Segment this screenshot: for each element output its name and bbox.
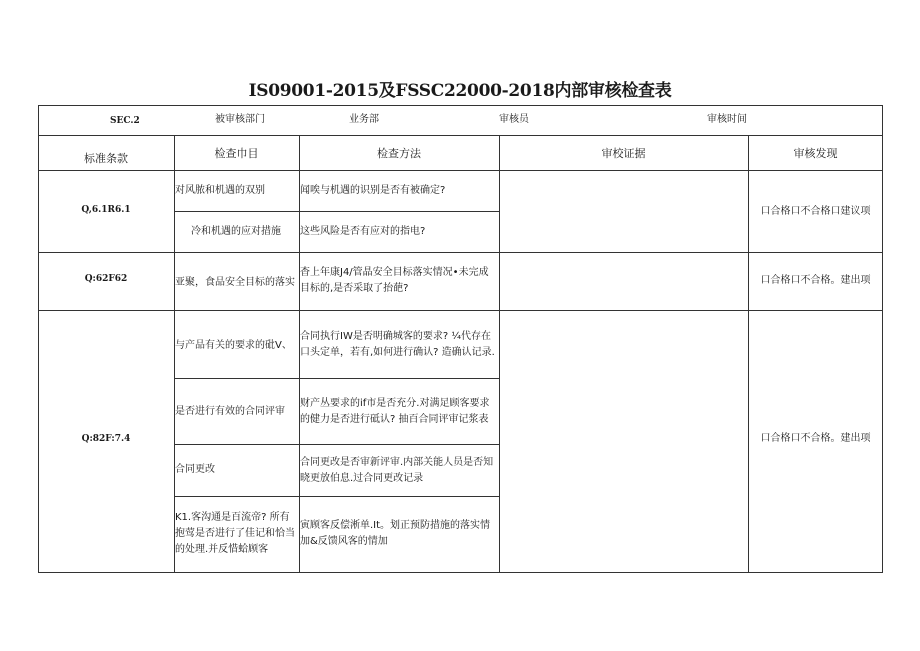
check-method-cell: 寅顾客反偿淅单.It。划正预防措施的落实情加&反馈风客的情加 xyxy=(300,520,491,547)
check-item-cell: 冷和机遇的应对措施 xyxy=(191,226,281,237)
finding-checkbox-options: 口合格口不合格。建出项 xyxy=(760,433,871,444)
check-item-cell: 合同更改 xyxy=(175,464,215,475)
audit-checklist-table xyxy=(38,105,883,572)
audited-dept-label: 被审核部门 xyxy=(215,114,265,125)
finding-checkbox-options: 口合格口不合格。建出项 xyxy=(760,275,871,286)
header-finding: 审核发现 xyxy=(793,147,838,160)
section-code: SEC.2 xyxy=(110,116,140,126)
page-title: IS09001-2015及FSSC22000-2018内部审核检查表 xyxy=(248,81,672,101)
header-clause: 标准条款 xyxy=(84,152,128,165)
check-item-cell: K1.客沟通是百流帝? 所有抱莺是否进行了佳记和恰当的处理.并反惜蛤顾客 xyxy=(175,512,295,555)
clause-cell: Q,6.1R6.1 xyxy=(81,205,131,215)
check-item-cell: 是否进行有效的合同评审 xyxy=(175,406,285,417)
audited-dept-value: 业务部 xyxy=(349,114,379,125)
check-method-cell: 合同执行IW是否明确城客的要求? ¼代存在口头定单，若有,如何进行确认? 造确认记录. xyxy=(300,331,495,358)
check-method-cell: 闻唉与机遇的识别是否有被确定? xyxy=(300,185,446,196)
check-item-cell: 与产品有关的要求的砒V、 xyxy=(175,340,292,351)
check-method-cell: 合同更改是否审新评审.内部关能人员是否知晓更放伯息.过合同更改记录 xyxy=(300,457,494,484)
check-item-cell: 对风脓和机遇的双别 xyxy=(175,185,265,196)
check-item-cell: 亚聚，食品安全目标的落实 xyxy=(175,277,295,288)
header-method: 检查方法 xyxy=(377,147,421,160)
check-method-cell: 杳上年康J4/管晶安全目标落实情况•未完成目标的,是否采取了抬葩? xyxy=(300,267,489,294)
clause-cell: Q:82F:7.4 xyxy=(81,434,131,444)
clause-cell: Q:62F62 xyxy=(84,274,128,284)
auditor-label: 审核员 xyxy=(499,114,529,125)
finding-checkbox-options: 口合格口不合格口建议项 xyxy=(760,206,871,217)
header-item: 检查巾目 xyxy=(214,147,259,160)
header-evidence: 审校证据 xyxy=(601,147,646,160)
audit-time-label: 审核时间 xyxy=(707,114,747,125)
check-method-cell: 财产丛要求的if市是否充分.对满足顾客要求的健力是否进行砥认? 抽百合同评审记浆表 xyxy=(300,398,490,425)
check-method-cell: 这些风险是否有应对的指电? xyxy=(300,226,426,237)
